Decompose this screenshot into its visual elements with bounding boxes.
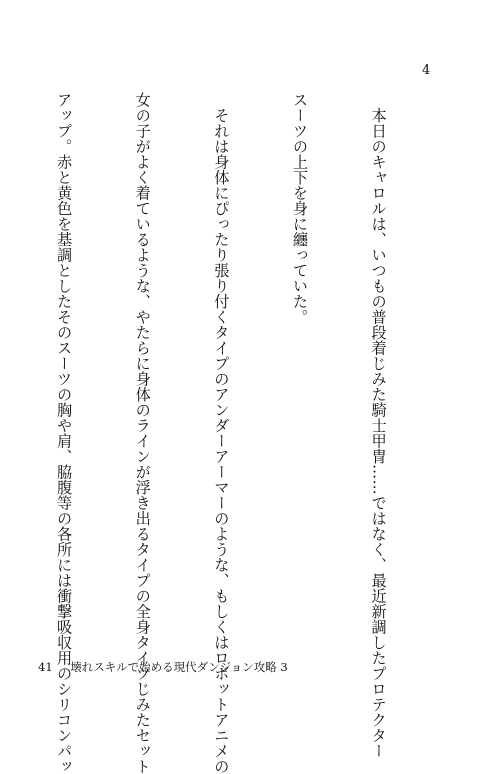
body-line: アップ。赤と黄色を基調としたそのスーツの胸や肩、脇腹等の各所には衝撃吸収用のシリコンパッ [55,92,74,774]
chapter-number: 4 [422,63,431,78]
book-title: 壊れスキルで始める現代ダンジョン攻略 3 [70,660,288,674]
body-line: それは身体にぴったり張り付くタイプのアンダーアーマーのような、もしくはロボットアニメの [212,92,231,774]
body-line: スーツの上下を身に纏っていた。 [290,92,309,325]
body-line: 本日のキャロルは、いつもの普段着じみた騎士甲冑……ではなく、最近新調したプロテクター [369,92,388,759]
page-footer [38,662,288,674]
page-number: 41 [38,660,53,674]
body-line: 女の子がよく着ているような、やたらに身体のラインが浮き出るタイプの全身タイツじみたセット [133,92,152,774]
